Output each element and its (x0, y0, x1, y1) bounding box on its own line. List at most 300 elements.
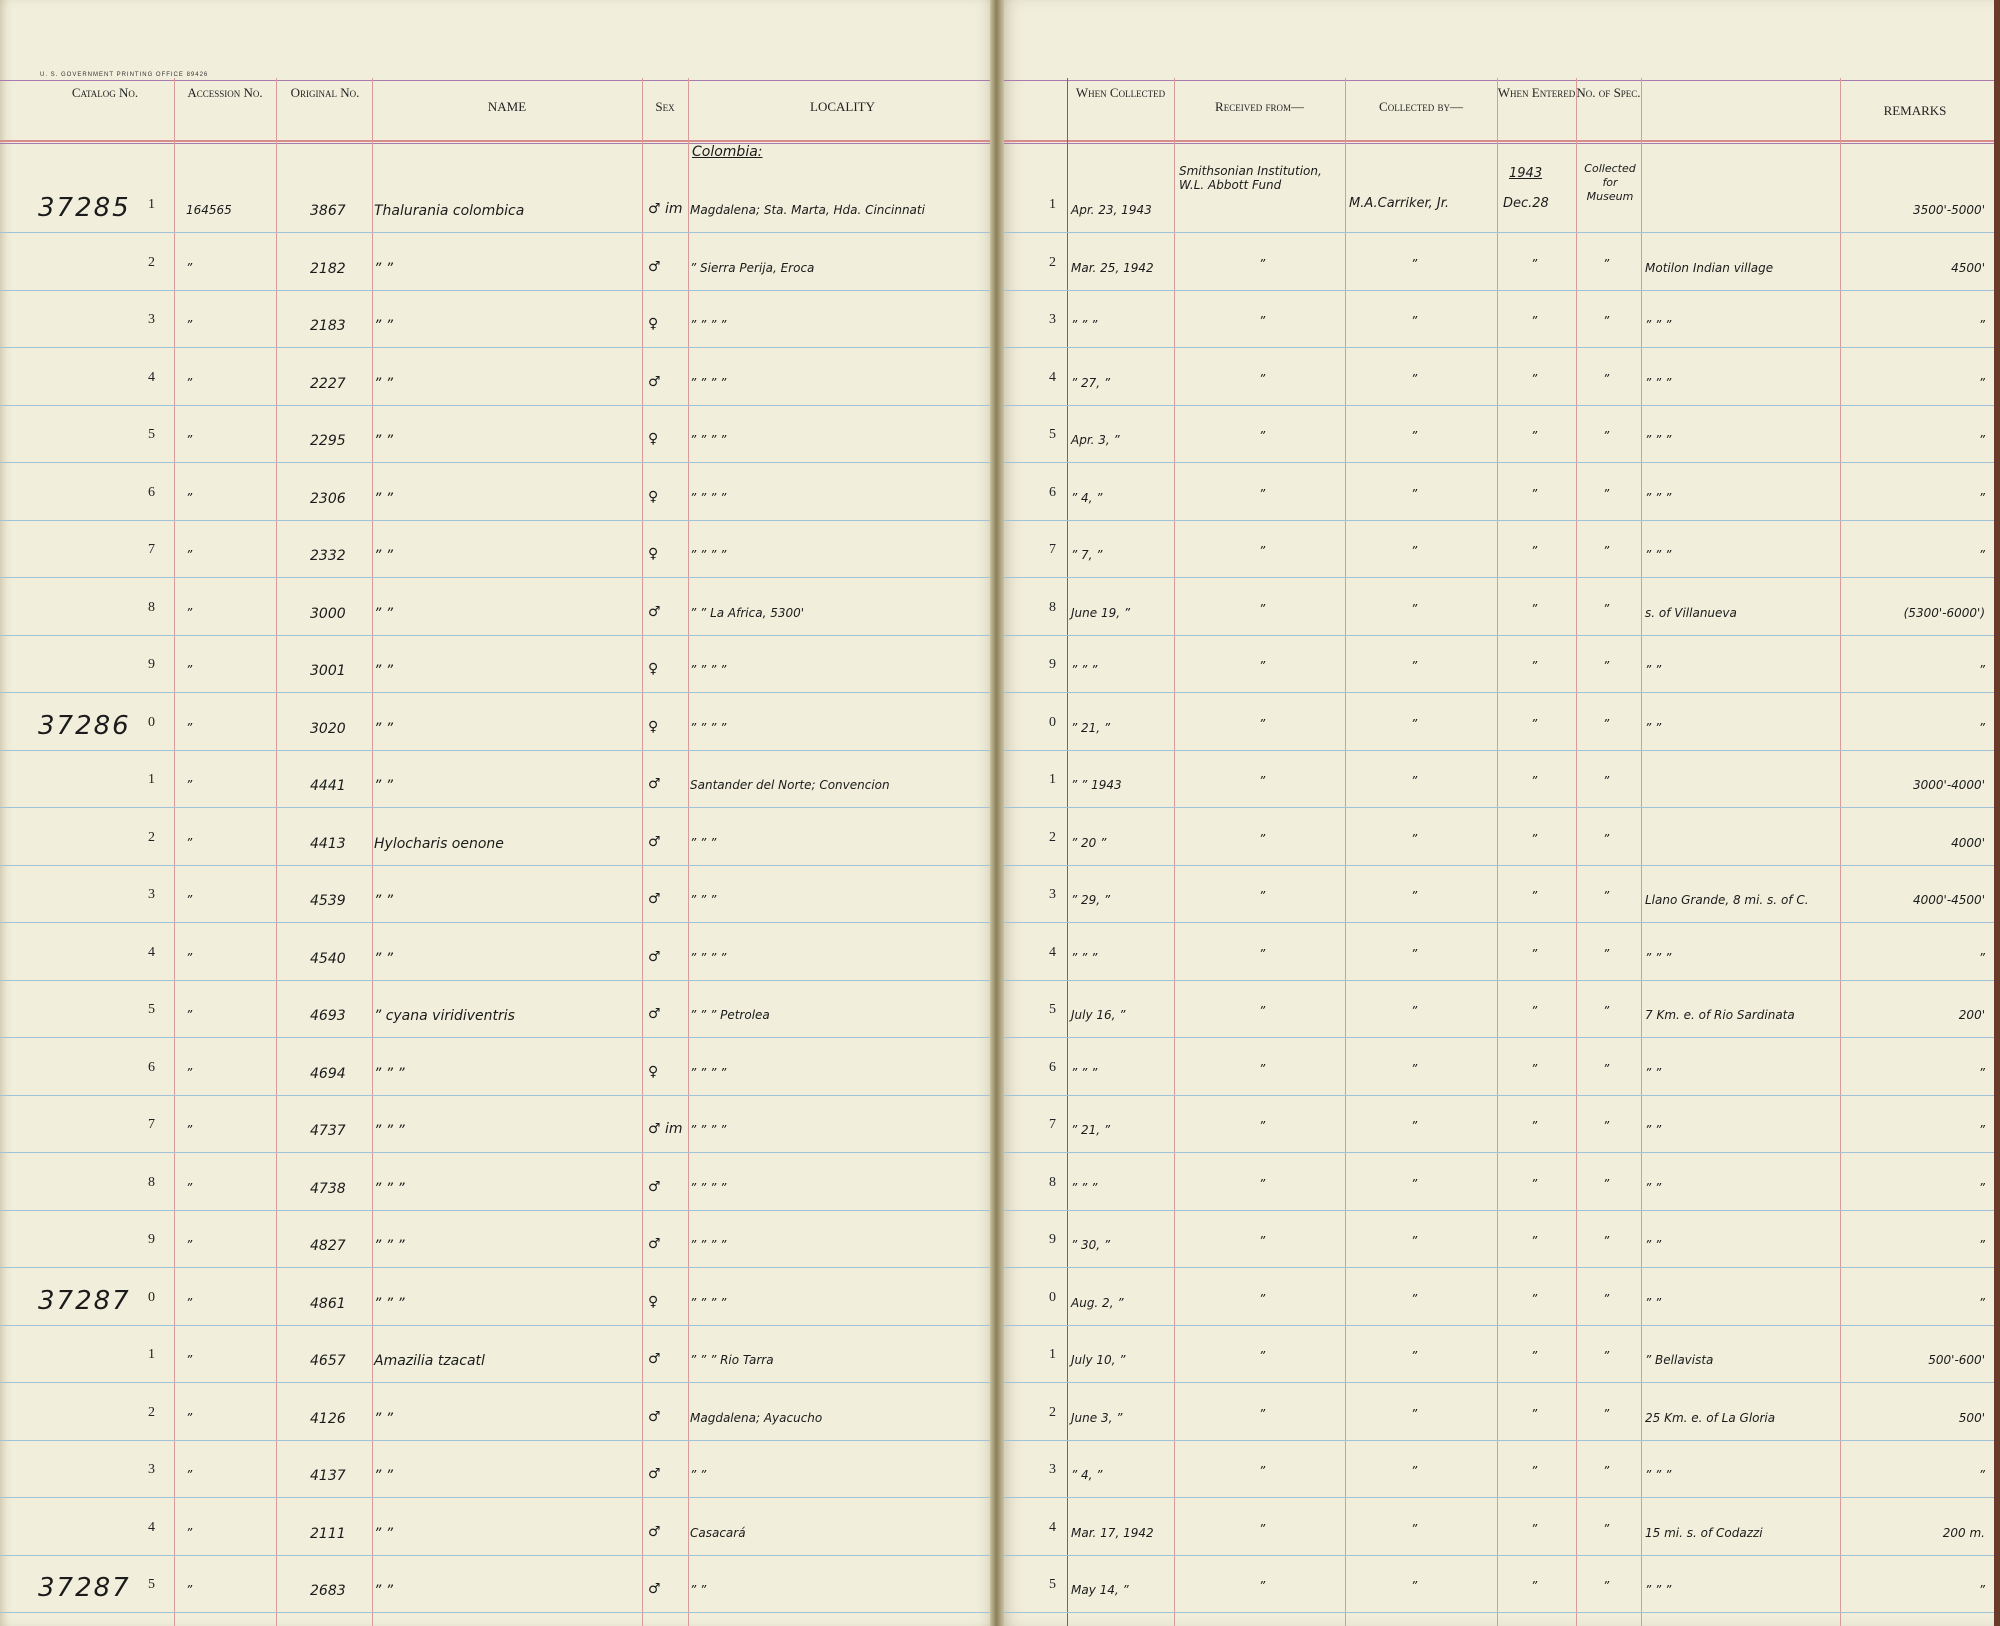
row-digit: 0 (1049, 715, 1056, 730)
ruled-line (0, 347, 997, 348)
locality: ” ” ” ” (690, 721, 727, 735)
original-number: 3000 (310, 606, 346, 622)
row-digit: 1 (1049, 1347, 1056, 1362)
accession-number: ” (186, 318, 193, 332)
entered-ditto: ” (1531, 1579, 1538, 1593)
accession-number: ” (186, 606, 193, 620)
locality: ” Sierra Perija, Eroca (690, 261, 815, 275)
header-rule-2 (0, 143, 997, 144)
accession-number: ” (186, 1238, 193, 1252)
remarks-elevation: 500'-600' (1928, 1353, 1985, 1367)
row-digit: 3 (1049, 887, 1056, 902)
sex-symbol: ♀ (648, 1294, 659, 1310)
remarks-elevation: ” (1978, 1066, 1985, 1080)
col-divider (1840, 78, 1841, 1626)
remarks-place: ” Bellavista (1645, 1353, 1714, 1367)
row-digit: 3 (148, 312, 155, 327)
row-digit: 9 (148, 1232, 155, 1247)
ruled-line (997, 577, 1995, 578)
received-from-ditto: ” (1259, 1522, 1266, 1536)
collected-by-ditto: ” (1411, 717, 1418, 731)
collection-date: ” 21, ” (1071, 721, 1111, 735)
received-from-ditto: ” (1259, 1579, 1266, 1593)
original-number: 4137 (310, 1468, 346, 1484)
locality: ” ” ” ” (690, 491, 727, 505)
row-digit: 8 (148, 1175, 155, 1190)
ruled-line (0, 750, 997, 751)
collected-by-ditto: ” (1411, 832, 1418, 846)
entered-ditto: ” (1531, 1004, 1538, 1018)
entered-ditto: ” (1531, 1522, 1538, 1536)
remarks-place: ” ” (1645, 1296, 1662, 1310)
collection-date: ” ” ” (1071, 951, 1098, 965)
remarks-place: 15 mi. s. of Codazzi (1645, 1526, 1763, 1540)
spec-ditto: ” (1603, 487, 1610, 501)
row-digit: 9 (148, 657, 155, 672)
remarks-place: 25 Km. e. of La Gloria (1645, 1411, 1776, 1425)
sex-symbol: ♂ (648, 1524, 661, 1540)
ruled-line (0, 1555, 997, 1556)
species-name: ” ” ” (374, 1238, 405, 1254)
row-digit: 6 (148, 1060, 155, 1075)
entered-ditto: ” (1531, 544, 1538, 558)
received-from-ditto: ” (1259, 832, 1266, 846)
ruled-line (0, 1152, 997, 1153)
accession-number: ” (186, 1066, 193, 1080)
ruled-line (0, 1095, 997, 1096)
row-digit: 1 (148, 1347, 155, 1362)
sex-symbol: ♂ (648, 949, 661, 965)
locality: ” ” ” ” (690, 1296, 727, 1310)
row-digit: 3 (1049, 1462, 1056, 1477)
entered-ditto: ” (1531, 1119, 1538, 1133)
col-divider (276, 78, 277, 1626)
row-digit: 8 (148, 600, 155, 615)
remarks-place: Motilon Indian village (1645, 261, 1774, 275)
received-from-ditto: ” (1259, 1004, 1266, 1018)
collected-by-ditto: ” (1411, 487, 1418, 501)
original-number: 4126 (310, 1411, 346, 1427)
remarks-place: ” ” ” (1645, 1583, 1672, 1597)
collection-date: ” ” ” (1071, 663, 1098, 677)
remarks-elevation: ” (1978, 1238, 1985, 1252)
col-divider (372, 78, 373, 1626)
header-when-collected: When Collected (1075, 85, 1166, 100)
header-name: NAME (487, 99, 527, 114)
species-name: ” ” (374, 893, 393, 909)
collected-by-ditto: ” (1411, 1349, 1418, 1363)
received-from-ditto: ” (1259, 314, 1266, 328)
ruled-line (997, 520, 1995, 521)
remarks-elevation: 4000' (1951, 836, 1985, 850)
ruled-line (997, 980, 1995, 981)
spec-ditto: ” (1603, 1464, 1610, 1478)
collected-by-ditto: ” (1411, 544, 1418, 558)
accession-number: ” (186, 663, 193, 677)
ruled-line (997, 232, 1995, 233)
original-number: 4827 (310, 1238, 346, 1254)
header-accession: Accession No. (187, 85, 263, 100)
collected-by-ditto: ” (1411, 889, 1418, 903)
species-name: ” ” ” (374, 1066, 405, 1082)
original-number: 4693 (310, 1008, 346, 1024)
species-name: ” ” ” (374, 1181, 405, 1197)
received-from-ditto: ” (1259, 429, 1266, 443)
original-number: 2332 (310, 548, 346, 564)
ruled-line (997, 1497, 1995, 1498)
spec-ditto: ” (1603, 1292, 1610, 1306)
collected-by-ditto: ” (1411, 1292, 1418, 1306)
remarks-place: ” ” (1645, 1066, 1662, 1080)
original-number: 3020 (310, 721, 346, 737)
ruled-line (0, 462, 997, 463)
row-digit: 9 (1049, 657, 1056, 672)
received-from-ditto: ” (1259, 1234, 1266, 1248)
row-digit: 2 (148, 255, 155, 270)
locality: ” ” ” ” (690, 1066, 727, 1080)
remarks-elevation: ” (1978, 1181, 1985, 1195)
original-number: 2227 (310, 376, 346, 392)
species-name: ” ” (374, 376, 393, 392)
locality: ” ” ” Rio Tarra (690, 1353, 774, 1367)
locality: Santander del Norte; Convencion (690, 778, 890, 792)
original-number: 2295 (310, 433, 346, 449)
col-divider (642, 78, 643, 1626)
collection-date: ” ” 1943 (1071, 778, 1122, 792)
col-divider (1174, 78, 1175, 1626)
entered-ditto: ” (1531, 429, 1538, 443)
spec-ditto: ” (1603, 1349, 1610, 1363)
row-digit: 1 (1049, 772, 1056, 787)
locality: ” ” ” ” (690, 548, 727, 562)
received-from-ditto: ” (1259, 602, 1266, 616)
row-digit: 4 (1049, 370, 1056, 385)
species-name: ” ” (374, 778, 393, 794)
row-digit: 9 (1049, 1232, 1056, 1247)
row-digit: 4 (148, 1520, 155, 1535)
entered-ditto: ” (1531, 314, 1538, 328)
spec-ditto: ” (1603, 717, 1610, 731)
remarks-elevation: ” (1978, 951, 1985, 965)
spec-ditto: ” (1603, 1004, 1610, 1018)
ruled-line (997, 290, 1995, 291)
row-digit: 1 (1049, 197, 1056, 212)
remarks-elevation: (5300'-6000') (1903, 606, 1985, 620)
book-cover-edge (1994, 0, 2000, 1626)
left-page (0, 0, 998, 1626)
collected-by-ditto: ” (1411, 659, 1418, 673)
row-digit: 7 (1049, 542, 1056, 557)
remarks-elevation: ” (1978, 663, 1985, 677)
remarks-place: ” ” (1645, 1238, 1662, 1252)
species-name: ” ” ” (374, 1296, 405, 1312)
ruled-line (997, 865, 1995, 866)
received-from-note: Smithsonian Institution, W.L. Abbott Fund (1179, 164, 1322, 192)
entered-ditto: ” (1531, 1062, 1538, 1076)
collection-date: ” 30, ” (1071, 1238, 1111, 1252)
collected-by-ditto: ” (1411, 372, 1418, 386)
collected-by-ditto: ” (1411, 1522, 1418, 1536)
locality: ” ” ” ” (690, 951, 727, 965)
row-digit: 3 (148, 1462, 155, 1477)
spec-ditto: ” (1603, 602, 1610, 616)
remarks-elevation: 4000'-4500' (1912, 893, 1985, 907)
row-digit: 5 (148, 427, 155, 442)
original-number: 2111 (310, 1526, 346, 1542)
ruled-line (997, 692, 1995, 693)
remarks-place: ” ” (1645, 663, 1662, 677)
collection-date: ” 7, ” (1071, 548, 1103, 562)
row-digit: 2 (1049, 1405, 1056, 1420)
sex-symbol: ♂ (648, 1179, 661, 1195)
ruled-line (0, 692, 997, 693)
remarks-elevation: ” (1978, 1468, 1985, 1482)
collected-by-ditto: ” (1411, 947, 1418, 961)
spec-ditto: ” (1603, 1579, 1610, 1593)
ruled-line (997, 347, 1995, 348)
original-number: 4441 (310, 778, 346, 794)
sex-symbol: ♂ (648, 1466, 661, 1482)
accession-number: 164565 (186, 203, 232, 217)
locality: ” ” (690, 1468, 707, 1482)
collection-date: Aug. 2, ” (1071, 1296, 1124, 1310)
remarks-elevation: ” (1978, 1296, 1985, 1310)
sex-symbol: ♂ (648, 1236, 661, 1252)
species-name: ” ” (374, 548, 393, 564)
original-number: 4657 (310, 1353, 346, 1369)
ruled-line (997, 1210, 1995, 1211)
locality: ” ” ” (690, 893, 717, 907)
col-divider (688, 78, 689, 1626)
locality: ” ” ” ” (690, 1238, 727, 1252)
spec-note: Collected for Museum (1584, 162, 1636, 203)
header-collected-by: Collected by— (1379, 99, 1463, 114)
ruled-line (0, 1037, 997, 1038)
entered-ditto: ” (1531, 832, 1538, 846)
row-digit: 4 (1049, 945, 1056, 960)
species-name: Amazilia tzacatl (374, 1353, 485, 1369)
col-divider (1345, 78, 1346, 1626)
ruled-line (0, 1382, 997, 1383)
sex-symbol: ♂ (648, 604, 661, 620)
spec-ditto: ” (1603, 1119, 1610, 1133)
species-name: ” ” (374, 1526, 393, 1542)
row-digit: 5 (148, 1577, 155, 1592)
spec-ditto: ” (1603, 257, 1610, 271)
entered-ditto: ” (1531, 487, 1538, 501)
accession-number: ” (186, 1353, 193, 1367)
locality: ” ” La Africa, 5300' (690, 606, 805, 620)
row-digit: 6 (1049, 1060, 1056, 1075)
species-name: ” ” ” (374, 1123, 405, 1139)
spec-ditto: ” (1603, 889, 1610, 903)
collection-date: ” 20 ” (1071, 836, 1107, 850)
col-divider (1497, 78, 1498, 1626)
spec-ditto: ” (1603, 544, 1610, 558)
ruled-line (0, 865, 997, 866)
row-digit: 6 (148, 485, 155, 500)
locality: ” ” ” Petrolea (690, 1008, 770, 1022)
spec-ditto: ” (1603, 832, 1610, 846)
species-name: ” ” (374, 261, 393, 277)
original-number: 4737 (310, 1123, 346, 1139)
row-digit: 8 (1049, 1175, 1056, 1190)
ruled-line (997, 462, 1995, 463)
remarks-place: ” ” (1645, 1123, 1662, 1137)
received-from-ditto: ” (1259, 487, 1266, 501)
row-digit: 8 (1049, 600, 1056, 615)
sex-symbol: ♀ (648, 546, 659, 562)
entered-date: Dec.28 (1503, 196, 1549, 211)
sex-symbol: ♀ (648, 431, 659, 447)
accession-number: ” (186, 1123, 193, 1137)
collection-date: ” 4, ” (1071, 1468, 1103, 1482)
sex-symbol: ♂ (648, 374, 661, 390)
received-from-ditto: ” (1259, 1062, 1266, 1076)
ruled-line (0, 232, 997, 233)
accession-number: ” (186, 1583, 193, 1597)
accession-number: ” (186, 376, 193, 390)
remarks-place: ” ” ” (1645, 951, 1672, 965)
catalog-number: 37287 (38, 1573, 131, 1603)
header-sex: Sex (655, 99, 675, 114)
ruled-line (997, 1555, 1995, 1556)
original-number: 4694 (310, 1066, 346, 1082)
entered-year: 1943 (1509, 166, 1543, 181)
original-number: 4539 (310, 893, 346, 909)
ruled-line (0, 1440, 997, 1441)
header-no-of-spec: No. of Spec. (1576, 85, 1641, 100)
collected-by-note: M.A.Carriker, Jr. (1349, 196, 1450, 211)
entered-ditto: ” (1531, 774, 1538, 788)
spec-ditto: ” (1603, 1522, 1610, 1536)
collection-date: June 19, ” (1071, 606, 1131, 620)
species-name: ” ” (374, 491, 393, 507)
remarks-elevation: ” (1978, 376, 1985, 390)
remarks-elevation: ” (1978, 433, 1985, 447)
header-locality: LOCALITY (810, 99, 875, 114)
spec-ditto: ” (1603, 1177, 1610, 1191)
spec-ditto: ” (1603, 947, 1610, 961)
remarks-place: ” ” ” (1645, 491, 1672, 505)
received-from-ditto: ” (1259, 1119, 1266, 1133)
col-divider (1641, 78, 1642, 1626)
locality: Magdalena; Ayacucho (690, 1411, 823, 1425)
row-digit: 1 (148, 772, 155, 787)
received-from-ditto: ” (1259, 1349, 1266, 1363)
locality: ” ” ” ” (690, 433, 727, 447)
collected-by-ditto: ” (1411, 1579, 1418, 1593)
received-from-ditto: ” (1259, 774, 1266, 788)
remarks-elevation: ” (1978, 318, 1985, 332)
remarks-elevation: 500' (1958, 1411, 1985, 1425)
ruled-line (0, 1612, 997, 1613)
sex-symbol: ♂ (648, 1409, 661, 1425)
collected-by-ditto: ” (1411, 1177, 1418, 1191)
spec-ditto: ” (1603, 774, 1610, 788)
sex-symbol: ♂ (648, 259, 661, 275)
ruled-line (997, 635, 1995, 636)
remarks-elevation: 3500'-5000' (1912, 203, 1985, 217)
spec-ditto: ” (1603, 372, 1610, 386)
ruled-line (997, 1152, 1995, 1153)
locality: ” ” (690, 1583, 707, 1597)
received-from-ditto: ” (1259, 372, 1266, 386)
locality: ” ” ” ” (690, 376, 727, 390)
entered-ditto: ” (1531, 1349, 1538, 1363)
received-from-ditto: ” (1259, 889, 1266, 903)
row-digit: 4 (148, 945, 155, 960)
collected-by-ditto: ” (1411, 602, 1418, 616)
top-rule (0, 80, 997, 81)
ruled-line (997, 1267, 1995, 1268)
sex-symbol: ♀ (648, 489, 659, 505)
accession-number: ” (186, 721, 193, 735)
accession-number: ” (186, 893, 193, 907)
row-digit: 0 (148, 1290, 155, 1305)
species-name: ” ” (374, 951, 393, 967)
species-name: Thalurania colombica (374, 203, 525, 219)
collection-date: Apr. 23, 1943 (1071, 203, 1152, 217)
ruled-line (0, 1210, 997, 1211)
ruled-line (997, 807, 1995, 808)
catalog-number: 37285 (38, 193, 131, 223)
entered-ditto: ” (1531, 257, 1538, 271)
top-rule (997, 80, 1995, 81)
spec-ditto: ” (1603, 429, 1610, 443)
received-from-ditto: ” (1259, 257, 1266, 271)
original-number: 2183 (310, 318, 346, 334)
collected-by-ditto: ” (1411, 1464, 1418, 1478)
entered-ditto: ” (1531, 659, 1538, 673)
sex-symbol: ♀ (648, 661, 659, 677)
header-rule (0, 140, 997, 142)
original-number: 3001 (310, 663, 346, 679)
entered-ditto: ” (1531, 1177, 1538, 1191)
collection-date: ” 21, ” (1071, 1123, 1111, 1137)
species-name: ” ” (374, 663, 393, 679)
row-digit: 6 (1049, 485, 1056, 500)
collection-date: Apr. 3, ” (1071, 433, 1120, 447)
ruled-line (0, 635, 997, 636)
collection-date: ” 4, ” (1071, 491, 1103, 505)
right-page (997, 0, 1995, 1626)
collection-date: ” ” ” (1071, 1066, 1098, 1080)
row-digit: 3 (1049, 312, 1056, 327)
ruled-line (0, 290, 997, 291)
collection-date: May 14, ” (1071, 1583, 1129, 1597)
collected-by-ditto: ” (1411, 1234, 1418, 1248)
header-rule-2 (997, 143, 1995, 144)
original-number: 4738 (310, 1181, 346, 1197)
accession-number: ” (186, 1411, 193, 1425)
original-number: 2683 (310, 1583, 346, 1599)
ruled-line (997, 1612, 1995, 1613)
accession-number: ” (186, 1296, 193, 1310)
sex-symbol: ♂ (648, 834, 661, 850)
remarks-place: ” ” ” (1645, 1468, 1672, 1482)
received-from-ditto: ” (1259, 659, 1266, 673)
remarks-place: ” ” ” (1645, 376, 1672, 390)
ruled-line (0, 577, 997, 578)
accession-number: ” (186, 1008, 193, 1022)
ruled-line (0, 1267, 997, 1268)
ruled-line (0, 807, 997, 808)
row-digit: 2 (1049, 830, 1056, 845)
locality: Casacará (690, 1526, 746, 1540)
remarks-elevation: ” (1978, 548, 1985, 562)
received-from-ditto: ” (1259, 544, 1266, 558)
